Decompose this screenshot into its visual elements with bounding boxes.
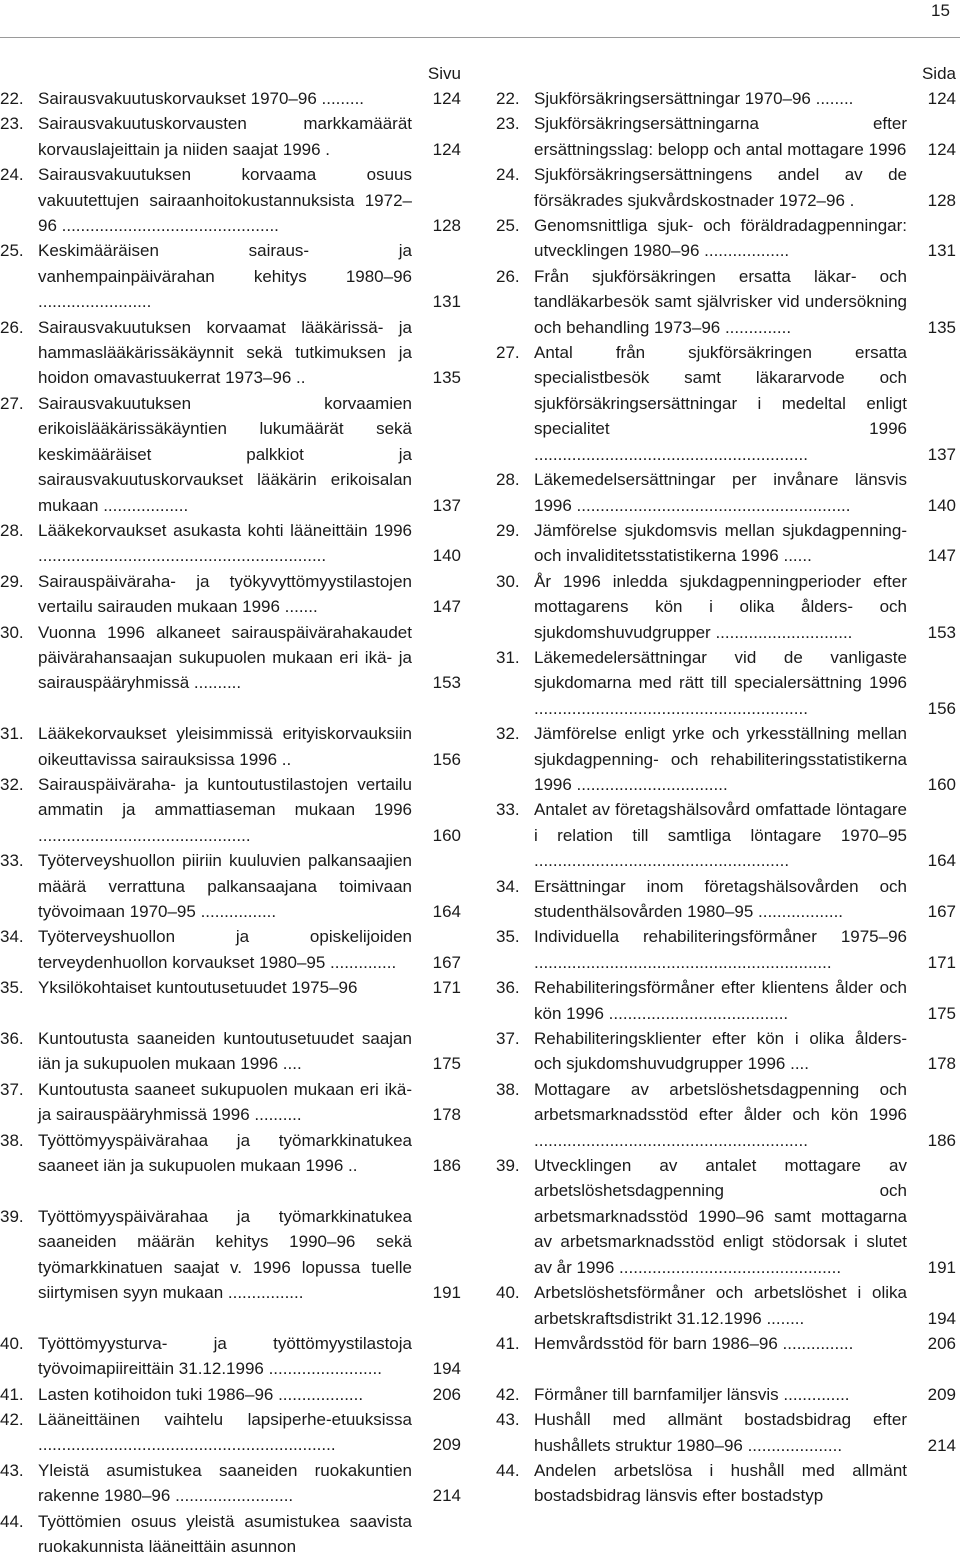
entry-page-number: 153 [927,622,956,642]
entry-title: Sairauspäiväraha- ja kuntoutustilastojen vertailu ammatin ja ammattiaseman mukaan 1996 ............................................. [38,774,412,845]
entry-number: 35. [0,978,24,998]
sv-toc-entry [496,797,959,873]
entry-page-number: 167 [927,902,956,921]
entry-title: Sjukförsäkringsersättningarna efter ersättningsslag: belopp och antal mottagare 1996 [534,114,907,159]
entry-number: 29. [0,571,24,591]
entry-number: 31. [0,724,24,744]
fi-toc-entry [0,1509,466,1560]
entry-number: 34. [0,927,24,947]
entry-page-number: 153 [432,673,461,693]
entry-page-number: 214 [927,1435,956,1455]
entry-number: 31. [496,647,520,667]
fi-toc-entry [0,1128,466,1179]
entry-page-number: 124 [432,89,461,108]
entry-title: Lääkekorvaukset yleisimmissä erityiskorvauksiin oikeuttavissa sairauksissa 1996 .. [38,724,412,769]
entry-number: 30. [0,622,24,642]
entry-number: 28. [0,520,24,540]
entry-title: Sairausvakuutuskorvausten markkamäärät korvauslajeittain ja niiden saajat 1996 . [38,114,412,159]
fi-toc-entry [0,86,466,111]
entry-page-number: 147 [927,546,956,566]
sv-toc-entry [496,975,959,1026]
entry-number: 37. [496,1029,520,1049]
entry-number: 22. [496,89,520,108]
entry-page-number: 131 [927,241,956,261]
fi-toc-entry [0,975,466,1000]
entry-page-number: 164 [432,901,461,921]
entry-title: Sjukförsäkringsersättningens andel av de försäkrades sjukvårdskostnader 1972–96 . [534,165,907,210]
entry-number: 25. [0,241,24,261]
entry-number: 40. [496,1283,520,1303]
entry-title: Utvecklingen av antalet mottagare av arbetslöshetsdagpenning och arbetsmarknadsstöd 1990–96 samt mottagarna av arbetsmarknadsstöd enligt stödorsak i slutet av år 1996 ............................................... [534,1156,907,1277]
fi-toc-entry [0,569,466,620]
sv-toc-entry [496,1153,959,1280]
sv-toc-entry [496,518,959,569]
entry-title: Läkemedelersättningar vid de vanligaste sjukdomarna med rätt till specialersättning 1996 .......................................................... [534,647,907,718]
entry-title: Kuntoutusta saaneiden kuntoutusetuudet saajan iän ja sukupuolen mukaan 1996 .... [38,1029,412,1074]
entry-number: 32. [0,774,24,794]
entry-title: Jämförelse sjukdomsvis mellan sjukdagpenning- och invaliditetsstatistikerna 1996 ...... [534,520,907,566]
entry-title: Sairausvakuutuksen korvaamat lääkärissä- ja hammaslääkärissäkäynnit sekä tutkimuksen ja hoidon omavastuukerrat 1973–96 .. [38,317,412,388]
entry-number: 44. [496,1460,520,1480]
entry-page-number: 171 [432,978,461,998]
entry-page-number: 156 [927,698,956,718]
entry-title: Hemvårdsstöd för barn 1986–96 ............... [534,1333,854,1353]
entry-page-number: 135 [432,368,461,388]
fi-toc-entry [0,238,466,314]
entry-number: 24. [0,165,24,185]
entry-number: 26. [496,266,520,286]
entry-number: 41. [496,1333,520,1353]
entry-number: 29. [496,520,520,540]
entry-number: 42. [0,1410,24,1430]
entry-title: Yleistä asumistukea saaneiden ruokakuntien rakenne 1980–96 ......................... [38,1460,412,1506]
entry-page-number: 164 [927,851,956,871]
entry-number: 39. [0,1206,24,1226]
sv-toc-entry [496,264,959,340]
entry-title: Antalet av företagshälsovård omfattade löntagare i relation till samtliga löntagare 1970–95 ...................................................... [534,800,907,871]
entry-number: 34. [496,876,520,896]
entry-title: Sairausvakuutuskorvaukset 1970–96 ......... [38,89,365,108]
sv-toc-entry [496,721,959,797]
sv-toc-entry [496,1382,959,1407]
entry-title: Hushåll med allmänt bostadsbidrag efter hushållets struktur 1980–96 .................... [534,1410,907,1455]
fi-toc-entry [0,1331,466,1382]
sv-toc-entry [496,1407,959,1458]
entry-number: 28. [496,470,520,490]
entry-number: 30. [496,571,520,591]
entry-title: Lääneittäinen vaihtelu lapsiperhe-etuuksissa ............................................................... [38,1410,412,1455]
entry-title: Från sjukförsäkringen ersatta läkar- och tandläkarbesök samt självrisker vid undersökning och behandling 1973–96 .............. [534,266,907,337]
entry-number: 23. [0,114,24,134]
finnish-entries [0,86,466,1560]
entry-number: 36. [0,1029,24,1048]
entry-number: 32. [496,724,520,744]
entry-title: Rehabiliteringsförmåner efter klientens ålder och kön 1996 ...................................... [534,978,907,1023]
entry-title: Keskimääräisen sairaus- ja vanhempainpäivärahan kehitys 1980–96 ........................ [38,241,412,312]
sv-toc-entry [496,874,959,925]
swedish-page-header: Sida [921,64,956,83]
fi-toc-entry [0,518,466,569]
entry-number: 39. [496,1156,520,1176]
entry-number: 41. [0,1384,24,1404]
entry-title: Lasten kotihoidon tuki 1986–96 .................. [38,1384,364,1404]
entry-page-number: 124 [927,89,956,108]
entry-page-number: 175 [927,1003,956,1023]
entry-page-number: 140 [927,495,956,515]
entry-number: 26. [0,317,24,337]
entry-page-number: 128 [432,216,461,236]
fi-toc-entry [0,721,466,772]
entry-number: 33. [0,851,24,871]
sv-toc-entry [496,1026,959,1077]
entry-page-number: 147 [432,597,461,617]
entry-page-number: 186 [432,1156,461,1176]
fi-toc-entry [0,162,466,238]
entry-title: Työttömyyspäivärahaa ja työmarkkinatukea saaneiden määrän kehitys 1990–96 sekä työmarkkinatuen saajat v. 1996 lopussa tuelle siirtymisen syyn mukaan ................ [38,1206,412,1303]
entry-title: Sairauspäiväraha- ja työkyvyttömyystilastojen vertailu sairauden mukaan 1996 ....... [38,571,412,617]
entry-title: Työterveyshuollon piiriin kuuluvien palkansaajien määrä verrattuna palkansaajana toimivaan työvoimaan 1970–95 ................ [38,851,412,921]
entry-number: 27. [0,393,24,413]
fi-toc-entry [0,391,466,518]
entry-title: Ersättningar inom företagshälsovården och studenthälsovården 1980–95 .................. [534,876,907,921]
sv-toc-entry [496,162,959,213]
entry-number: 43. [496,1410,520,1430]
entry-title: Förmåner till barnfamiljer länsvis .............. [534,1384,850,1404]
entry-title: Antal från sjukförsäkringen ersatta specialistbesök samt läkararvode och sjukförsäkringsersättningar i medeltal enligt specialitet 1996 .......................................................... [534,343,907,464]
entry-page-number: 160 [927,774,956,794]
entry-page-number: 137 [927,444,956,464]
sv-toc-entry [496,1280,959,1331]
sv-toc-entry [496,111,959,162]
sv-toc-entry [496,213,959,264]
finnish-column [0,61,466,1560]
entry-page-number: 135 [927,317,956,337]
entry-number: 35. [496,927,520,947]
fi-toc-entry [0,924,466,975]
entry-page-number: 191 [927,1257,956,1277]
fi-toc-entry [0,772,466,848]
entry-page-number: 167 [432,952,461,972]
entry-page-number: 194 [927,1308,956,1328]
entry-page-number: 140 [432,546,461,566]
swedish-entries [496,86,959,1509]
entry-page-number: 206 [927,1333,956,1353]
entry-number: 37. [0,1079,24,1099]
entry-title: Työttömyyspäivärahaa ja työmarkkinatukea saaneet iän ja sukupuolen mukaan 1996 .. [38,1130,412,1176]
entry-title: Kuntoutusta saaneet sukupuolen mukaan eri ikä- ja sairauspääryhmissä 1996 .......... [38,1079,412,1125]
entry-number: 38. [496,1079,520,1099]
entry-page-number: 131 [432,292,461,312]
entry-title: Sjukförsäkringsersättningar 1970–96 ........ [534,89,854,108]
swedish-column [496,61,959,1509]
sv-toc-entry [496,569,959,645]
entry-title: Yksilökohtaiset kuntoutusetuudet 1975–96 [38,978,358,998]
sv-toc-entry [496,924,959,975]
fi-toc-entry [0,848,466,924]
entry-title: Andelen arbetslösa i hushåll med allmänt bostadsbidrag länsvis efter bostadstyp [534,1460,907,1506]
entry-page-number: 209 [432,1435,461,1455]
entry-page-number: 209 [927,1384,956,1404]
entry-title: År 1996 inledda sjukdagpenningperioder efter mottagarens kön i olika ålders- och sjukdomshuvudgrupper ............................. [534,571,907,642]
entry-title: Vuonna 1996 alkaneet sairauspäivärahakaudet päivärahansaajan sukupuolen mukaan eri ikä- ja sairauspääryhmissä .......... [38,622,412,693]
entry-title: Työttömien osuus yleistä asumistukea saavista ruokakunnista lääneittäin asunnon [38,1511,412,1557]
entry-title: Sairausvakuutuksen korvaamien erikoislääkärissäkäyntien lukumäärät sekä keskimääräiset palkkiot ja sairausvakuutuskorvaukset lääkärin erikoisalan mukaan .................. [38,393,412,515]
entry-number: 36. [496,978,520,998]
fi-toc-entry [0,111,466,162]
entry-page-number: 191 [432,1283,461,1303]
entry-title: Arbetslöshetsförmåner och arbetslöshet i olika arbetskraftsdistrikt 31.12.1996 ........ [534,1283,907,1328]
entry-page-number: 171 [927,952,956,972]
fi-toc-entry [0,1407,466,1458]
entry-page-number: 156 [432,749,461,769]
entry-title: Jämförelse enligt yrke och yrkesställning mellan sjukdagpenning- och rehabiliteringsstatistikerna 1996 ................................ [534,724,907,794]
fi-toc-entry [0,1204,466,1306]
entry-title: Työterveyshuollon ja opiskelijoiden terveydenhuollon korvaukset 1980–95 .............. [38,927,412,972]
entry-page-number: 128 [927,190,956,210]
entry-number: 43. [0,1460,24,1480]
sv-toc-entry [496,645,959,721]
entry-number: 33. [496,800,520,820]
entry-page-number: 206 [432,1384,461,1404]
fi-toc-entry [0,1077,466,1128]
entry-page-number: 178 [432,1105,461,1125]
sv-toc-entry [496,467,959,518]
page-number: 15 [931,1,950,20]
sv-toc-entry [496,1458,959,1509]
entry-page-number: 124 [432,139,461,159]
entry-number: 27. [496,343,520,363]
entry-title: Genomsnittliga sjuk- och föräldradagpenningar: utvecklingen 1980–96 .................. [534,216,907,261]
entry-page-number: 214 [432,1486,461,1506]
fi-toc-entry [0,1382,466,1407]
finnish-page-header: Sivu [427,64,461,83]
sv-toc-entry [496,1331,959,1356]
entry-title: Lääkekorvaukset asukasta kohti lääneittäin 1996 ............................................................. [38,520,412,566]
entry-number: 24. [496,165,520,185]
entry-page-number: 194 [432,1359,461,1379]
entry-title: Mottagare av arbetslöshetsdagpenning och arbetsmarknadsstöd efter ålder och kön 1996 .......................................................... [534,1079,907,1150]
entry-page-number: 175 [432,1054,461,1074]
entry-page-number: 160 [432,825,461,845]
entry-number: 44. [0,1511,24,1531]
entry-page-number: 178 [927,1054,956,1074]
sv-toc-entry [496,86,959,111]
entry-title: Rehabiliteringsklienter efter kön i olika ålders- och sjukdomshuvudgrupper 1996 .... [534,1029,907,1074]
entry-page-number: 137 [432,495,461,515]
entry-number: 40. [0,1333,24,1353]
entry-title: Individuella rehabiliteringsförmåner 1975–96 ............................................................... [534,927,907,972]
entry-title: Läkemedelsersättningar per invånare länsvis 1996 .......................................................... [534,470,907,515]
sv-toc-entry [496,340,959,467]
entry-page-number: 124 [927,139,956,159]
entry-number: 38. [0,1130,24,1150]
entry-title: Työttömyysturva- ja työttömyystilastoja työvoimapiireittäin 31.12.1996 ........................ [38,1333,412,1379]
entry-page-number: 186 [927,1130,956,1150]
entry-number: 23. [496,114,520,134]
entry-number: 25. [496,216,520,236]
fi-toc-entry [0,315,466,391]
entry-title: Sairausvakuutuksen korvaama osuus vakuutettujen sairaanhoitokustannuksista 1972–96 .............................................. [38,165,412,236]
fi-toc-entry [0,1458,466,1509]
header-rule [0,37,960,38]
fi-toc-entry [0,1026,466,1077]
sv-toc-entry [496,1077,959,1153]
fi-toc-entry [0,620,466,696]
entry-number: 42. [496,1384,520,1404]
entry-number: 22. [0,89,24,108]
